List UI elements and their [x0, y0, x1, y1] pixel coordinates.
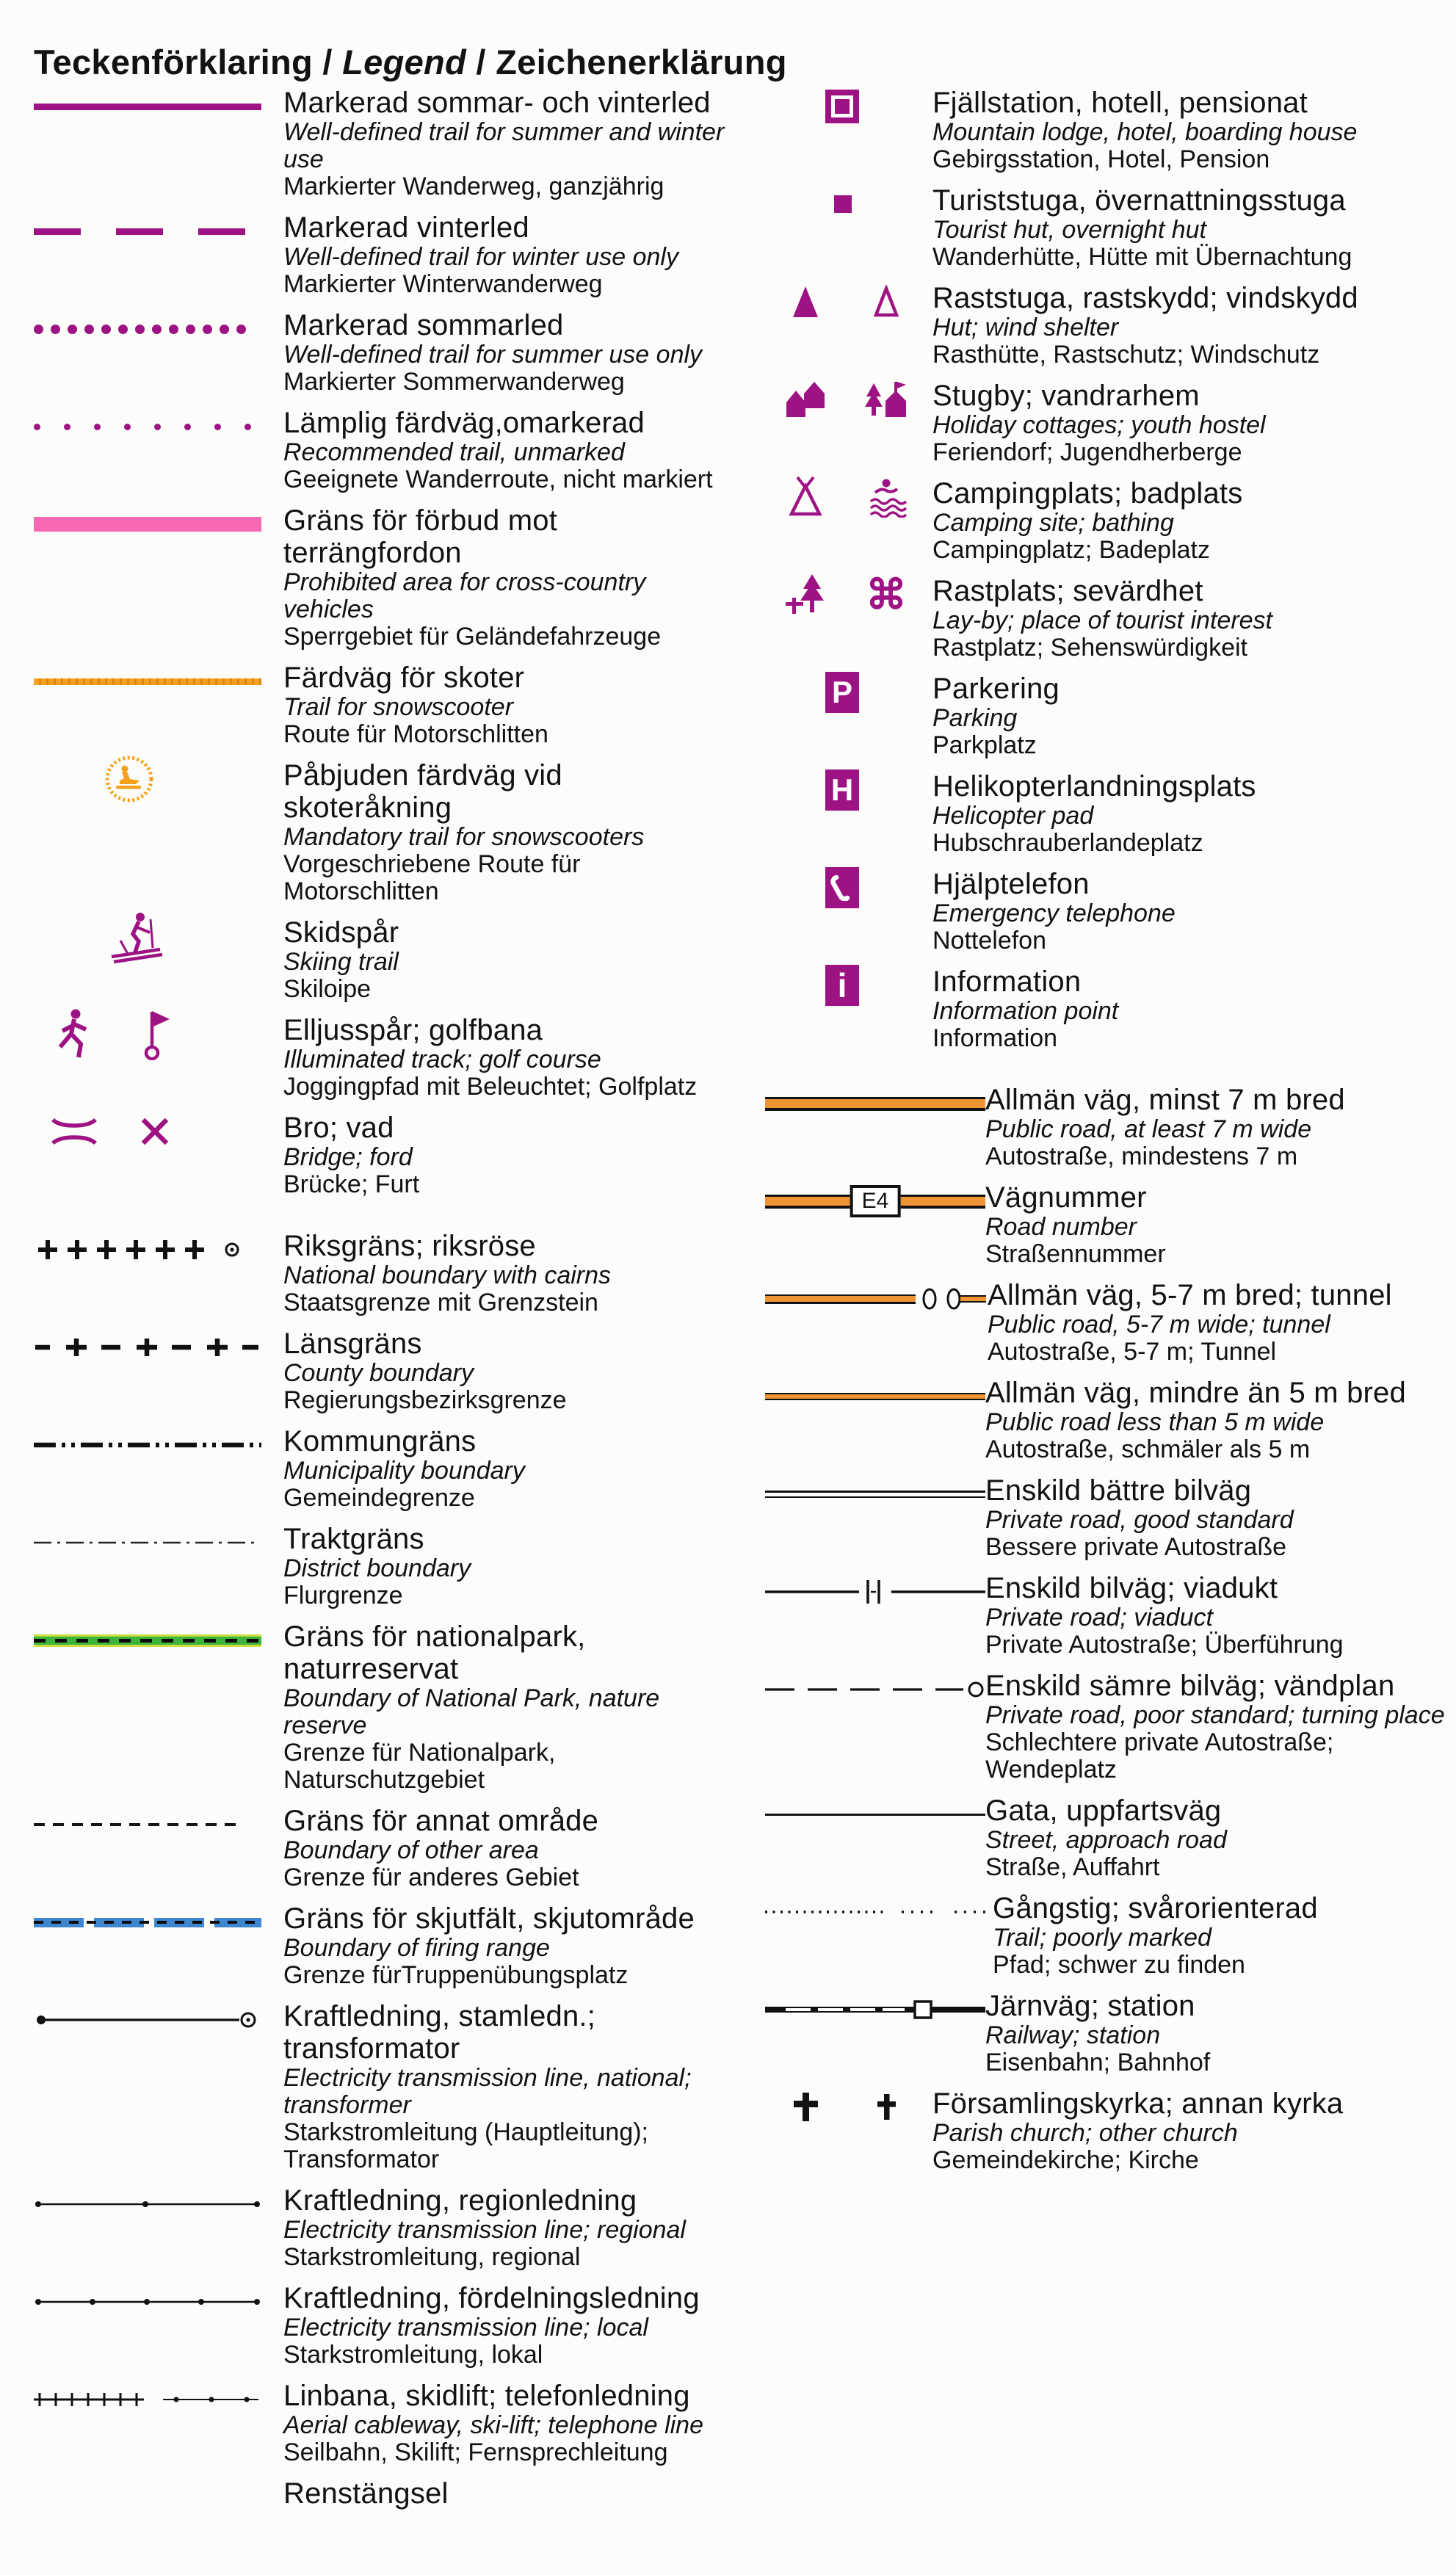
label-swedish: Allmän väg, 5-7 m bred; tunnel — [988, 1279, 1392, 1311]
label-swedish: Markerad sommarled — [283, 309, 564, 341]
label-german: Gebirgsstation, Hotel, Pension — [932, 145, 1270, 173]
legend-entry — [985, 1572, 1448, 1659]
label-english: Helicopter pad — [932, 802, 1094, 830]
legend-entry — [283, 1902, 731, 1989]
national-boundary-icon — [34, 1230, 283, 1270]
legend-row — [34, 1014, 731, 1101]
legend-entry — [932, 770, 1448, 857]
legend-entry — [985, 1990, 1448, 2076]
legend-row — [765, 87, 1448, 173]
label-english: Electricity transmission line; local — [283, 2314, 648, 2342]
skier-icon — [34, 916, 283, 956]
label-swedish: Färdväg för skoter — [283, 662, 525, 694]
label-swedish: Markerad vinterled — [283, 211, 529, 244]
label-german: Autostraße, mindestens 7 m — [985, 1142, 1298, 1170]
layby-interest-icon: ⌘ — [765, 575, 932, 615]
legend-entry — [283, 1620, 731, 1794]
label-english: Hut; wind shelter — [932, 314, 1119, 341]
label-german: Schlechtere private Autostraße; Wendeplatz — [985, 1728, 1334, 1783]
street-icon — [765, 1794, 985, 1834]
label-english: Tourist hut, overnight hut — [932, 216, 1206, 244]
label-swedish: Gräns för annat område — [283, 1805, 599, 1837]
label-swedish: Kommungräns — [283, 1425, 477, 1457]
legend-row — [765, 1670, 1448, 1783]
label-german: Pfad; schwer zu finden — [993, 1951, 1245, 1979]
label-swedish: Stugby; vandrarhem — [932, 380, 1200, 412]
label-german: Starkstromleitung, lokal — [283, 2341, 543, 2369]
label-swedish: Information — [932, 966, 1082, 998]
label-english: Electricity transmission line; regional — [283, 2216, 686, 2244]
label-english: Parish church; other church — [932, 2119, 1238, 2147]
legend-entry — [985, 1794, 1448, 1881]
label-german: Sperrgebiet für Geländefahrzeuge — [283, 623, 662, 651]
private-road-viaduct-icon — [765, 1572, 985, 1612]
legend-entry — [283, 1112, 731, 1198]
label-swedish: Turiststuga, övernattningsstuga — [932, 184, 1346, 217]
legend-row — [765, 1572, 1448, 1659]
label-german: Rasthütte, Rastschutz; Windschutz — [932, 341, 1320, 369]
legend-row — [34, 2477, 731, 2564]
label-german: Rastplatz; Sehenswürdigkeit — [932, 634, 1248, 662]
legend-row — [34, 1230, 731, 1317]
label-german: Straße, Auffahrt — [985, 1853, 1160, 1881]
label-german: Staatsgrenze mit Grenzstein — [283, 1289, 598, 1317]
label-swedish: Gräns för förbud mot terrängfordon — [283, 504, 558, 569]
powerline-regional-icon — [34, 2184, 283, 2224]
label-german: Grenze für Nationalpark, Naturschutzgebiet — [283, 1739, 556, 1794]
label-swedish: Riksgräns; riksröse — [283, 1230, 536, 1262]
road-number-icon — [765, 1181, 985, 1221]
legend-entry — [283, 2380, 731, 2466]
label-german: Geeignete Wanderroute, nicht markiert — [283, 466, 713, 493]
legend-entry — [283, 2184, 731, 2271]
snowscooter-line-icon — [34, 662, 283, 701]
label-german: Private Autostraße; Überführung — [985, 1631, 1344, 1659]
legend-row — [765, 1892, 1448, 1979]
label-english: Public road less than 5 m wide — [985, 1408, 1325, 1436]
legend-entry — [993, 1892, 1448, 1979]
label-english: Camping site; bathing — [932, 509, 1174, 537]
trail-dotted-icon — [34, 309, 283, 349]
label-english: Mandatory trail for snowscooters — [283, 823, 645, 851]
label-english: Public road, at least 7 m wide — [985, 1115, 1312, 1143]
label-swedish: Parkering — [932, 673, 1060, 705]
legend-row — [34, 2184, 731, 2271]
legend-entry — [283, 1230, 731, 1317]
legend-row — [765, 1181, 1448, 1268]
label-german: Route für Motorschlitten — [283, 720, 548, 748]
private-road-good-icon — [765, 1474, 985, 1514]
legend-row — [34, 309, 731, 396]
legend-column-right — [765, 87, 1448, 2185]
legend-row — [765, 673, 1448, 759]
legend-entry — [932, 966, 1448, 1052]
legend-row — [765, 2087, 1448, 2174]
label-english: Lay-by; place of tourist interest — [932, 606, 1273, 634]
label-german: Wanderhütte, Hütte mit Übernachtung — [932, 243, 1352, 271]
label-german: Vorgeschriebene Route für Motorschlitten — [283, 850, 581, 905]
label-swedish: Gräns för skjutfält, skjutområde — [283, 1902, 695, 1935]
legend-entry — [283, 2477, 731, 2510]
label-swedish: Campingplats; badplats — [932, 477, 1243, 510]
label-english: Bridge; ford — [283, 1143, 413, 1171]
powerline-national-icon — [34, 2000, 283, 2040]
information-icon: i — [765, 966, 932, 1005]
label-swedish: Enskild bilväg; viadukt — [985, 1572, 1278, 1604]
legend-entry — [985, 1084, 1448, 1170]
label-swedish: Linbana, skidlift; telefonledning — [283, 2380, 690, 2412]
label-swedish: Kraftledning, fördelningsledning — [283, 2282, 700, 2314]
legend-entry — [283, 309, 731, 396]
trail-dashed-icon — [34, 211, 283, 251]
legend-row — [765, 1084, 1448, 1170]
label-german: Eisenbahn; Bahnhof — [985, 2049, 1211, 2076]
legend-row — [765, 571, 1448, 662]
label-swedish: Rastplats; sevärdhet — [932, 575, 1203, 607]
label-german: Markierter Winterwanderweg — [283, 270, 603, 298]
label-german: Information — [932, 1024, 1058, 1052]
label-german: Campingplatz; Badeplatz — [932, 536, 1211, 564]
label-english: Well-defined trail for winter use only — [283, 243, 678, 271]
label-english: Boundary of National Park, nature reserve — [283, 1684, 660, 1739]
runner-golf-icon — [34, 1014, 283, 1054]
legend-row — [765, 184, 1448, 271]
label-swedish: Kraftledning, stamledn.; transformator — [283, 2000, 596, 2065]
label-german: Gemeindegrenze — [283, 1484, 475, 1512]
label-english: Holiday cottages; youth hostel — [932, 411, 1266, 439]
legend-row — [34, 1523, 731, 1609]
helipad-icon: H — [765, 770, 932, 810]
legend-row — [34, 1112, 731, 1198]
label-english: Private road; viaduct — [985, 1604, 1213, 1631]
label-german: Skiloipe — [283, 975, 372, 1003]
label-swedish: Järnväg; station — [985, 1990, 1195, 2022]
legend-row — [34, 1620, 731, 1794]
snowscooter-circle-icon — [34, 759, 283, 799]
legend-entry — [283, 407, 731, 493]
label-english: District boundary — [283, 1554, 471, 1582]
label-swedish: Lämplig färdväg,omarkerad — [283, 407, 645, 439]
label-german: Hubschrauberlandeplatz — [932, 829, 1203, 857]
legend-row — [765, 770, 1448, 857]
legend-entry — [283, 1805, 731, 1891]
bridge-ford-icon — [34, 1112, 283, 1151]
label-german: Autostraße, 5-7 m; Tunnel — [988, 1338, 1277, 1366]
label-english: Private road, poor standard; turning place — [985, 1701, 1445, 1729]
legend-row — [34, 87, 731, 200]
label-english: Prohibited area for cross-country vehicles — [283, 568, 646, 623]
label-english: County boundary — [283, 1359, 474, 1387]
label-german: Gemeindekirche; Kirche — [932, 2146, 1199, 2174]
label-german: Regierungsbezirksgrenze — [283, 1386, 567, 1414]
label-swedish: Markerad sommar- och vinterled — [283, 87, 711, 119]
legend-row — [765, 1279, 1448, 1366]
legend-entry — [283, 2000, 731, 2173]
legend-row — [34, 2282, 731, 2369]
vehicle-ban-band-icon — [34, 504, 283, 544]
nationalpark-boundary-icon — [34, 1620, 283, 1660]
label-english: Trail for snowscooter — [283, 693, 514, 721]
label-german: Markierter Wanderweg, ganzjährig — [283, 173, 664, 200]
legend-entry — [932, 184, 1448, 271]
legend-entry — [932, 868, 1448, 955]
cableway-telephone-icon — [34, 2380, 283, 2419]
label-german: Starkstromleitung (Hauptleitung); Transformator — [283, 2118, 649, 2173]
legend-entry — [932, 282, 1448, 369]
legend-row — [765, 477, 1448, 564]
legend-entry — [932, 477, 1448, 564]
powerline-local-icon — [34, 2282, 283, 2322]
label-swedish: Gräns för nationalpark, naturreservat — [283, 1620, 586, 1685]
cottages-hostel-icon — [765, 380, 932, 419]
label-swedish: Enskild bättre bilväg — [985, 1474, 1252, 1507]
label-swedish: Renstängsel — [283, 2477, 449, 2510]
legend-entry — [932, 575, 1448, 662]
label-german: Straßennummer — [985, 1240, 1166, 1268]
legend-row — [34, 2380, 731, 2466]
label-english: National boundary with cairns — [283, 1261, 612, 1289]
legend-entry — [985, 1670, 1448, 1783]
label-swedish: Gångstig; svårorienterad — [993, 1892, 1318, 1924]
label-swedish: Elljusspår; golfbana — [283, 1014, 543, 1046]
label-english: Public road, 5-7 m wide; tunnel — [988, 1311, 1330, 1339]
label-english: Parking — [932, 704, 1018, 732]
label-english: Road number — [985, 1213, 1137, 1241]
legend-entry — [283, 87, 731, 200]
label-english: Boundary of firing range — [283, 1934, 550, 1962]
mountain-lodge-icon — [765, 87, 932, 126]
legend-entry — [932, 87, 1448, 173]
label-english: Railway; station — [985, 2021, 1161, 2049]
label-swedish: Gata, uppfartsväg — [985, 1794, 1222, 1827]
label-swedish: Vägnummer — [985, 1181, 1147, 1214]
legend-row — [765, 1377, 1448, 1463]
legend-row — [765, 966, 1448, 1052]
legend-row — [765, 282, 1448, 369]
legend-entry — [283, 759, 731, 905]
label-german: Parkplatz — [932, 731, 1037, 759]
label-english: Skiing trail — [283, 948, 399, 976]
parking-icon: P — [765, 673, 932, 712]
private-road-poor-icon — [765, 1670, 985, 1709]
footpath-icon — [765, 1892, 993, 1932]
label-english: Boundary of other area — [283, 1836, 539, 1864]
road-narrow-icon — [765, 1377, 985, 1416]
label-german: Bessere private Autostraße — [985, 1533, 1287, 1561]
label-swedish: Allmän väg, mindre än 5 m bred — [985, 1377, 1406, 1409]
legend-entry — [283, 916, 731, 1003]
road-wide-icon — [765, 1084, 985, 1123]
legend-row — [34, 662, 731, 748]
label-english: Well-defined trail for summer and winter use — [283, 118, 725, 173]
legend-entry — [932, 673, 1448, 759]
firing-range-boundary-icon — [34, 1902, 283, 1942]
legend-entry — [283, 1328, 731, 1414]
label-swedish: Helikopterlandningsplats — [932, 770, 1256, 803]
label-english: Aerial cableway, ski-lift; telephone line — [283, 2411, 703, 2439]
trail-solid-icon — [34, 87, 283, 126]
legend-entry — [283, 504, 731, 651]
legend-entry — [985, 1377, 1448, 1463]
legend-row — [765, 1794, 1448, 1881]
municipality-boundary-icon — [34, 1425, 283, 1465]
reindeer-fence-icon — [34, 2477, 283, 2517]
legend-row — [34, 1328, 731, 1414]
legend-row — [34, 504, 731, 651]
road-medium-tunnel-icon — [765, 1279, 988, 1319]
label-swedish: Enskild sämre bilväg; vändplan — [985, 1670, 1395, 1702]
legend-entry — [283, 2282, 731, 2369]
other-area-boundary-icon — [34, 1805, 283, 1844]
label-swedish: Länsgräns — [283, 1328, 422, 1360]
legend-row — [34, 2000, 731, 2173]
legend-entry — [283, 1014, 731, 1101]
legend-entry — [988, 1279, 1448, 1366]
legend-entry — [985, 1474, 1448, 1561]
legend-row — [34, 1902, 731, 1989]
hut-windshelter-icon — [765, 282, 932, 322]
label-english: Recommended trail, unmarked — [283, 438, 625, 466]
label-swedish: Fjällstation, hotell, pensionat — [932, 87, 1308, 119]
legend-entry — [283, 1523, 731, 1609]
label-english: Information point — [932, 997, 1119, 1025]
legend-row — [765, 868, 1448, 955]
emergency-phone-icon — [765, 868, 932, 908]
legend-row — [34, 759, 731, 905]
legend-row — [34, 407, 731, 493]
county-boundary-icon — [34, 1328, 283, 1367]
label-german: Joggingpfad mit Beleuchtet; Golfplatz — [283, 1073, 698, 1101]
district-boundary-icon — [34, 1523, 283, 1562]
label-english: Municipality boundary — [283, 1457, 525, 1485]
railway-station-icon — [765, 1990, 985, 2029]
legend-row — [34, 1805, 731, 1891]
label-swedish: Traktgräns — [283, 1523, 424, 1555]
label-german: Grenze für anderes Gebiet — [283, 1864, 579, 1891]
legend-row — [765, 380, 1448, 466]
label-german: Flurgrenze — [283, 1582, 403, 1609]
label-swedish: Påbjuden färdväg vid skoteråkning — [283, 759, 562, 824]
legend-entry — [932, 2087, 1448, 2174]
label-english: Mountain lodge, hotel, boarding house — [932, 118, 1358, 146]
tourist-hut-icon — [765, 184, 932, 224]
label-english: Street, approach road — [985, 1826, 1227, 1854]
legend-row — [765, 1990, 1448, 2076]
label-german: Grenze fürTruppenübungsplatz — [283, 1961, 629, 1989]
label-english: Electricity transmission line, national; transformer — [283, 2064, 692, 2119]
label-swedish: Allmän väg, minst 7 m bred — [985, 1084, 1345, 1116]
label-english: Well-defined trail for summer use only — [283, 341, 703, 369]
road-number-label: E4 — [850, 1185, 901, 1217]
legend-title: Teckenförklaring / Legend / Zeichenerklärung — [34, 43, 787, 82]
legend-entry — [283, 1425, 731, 1512]
label-german: Feriendorf; Jugendherberge — [932, 438, 1242, 466]
legend-entry — [932, 380, 1448, 466]
legend-column-left — [34, 87, 731, 2575]
label-swedish: Skidspår — [283, 916, 399, 949]
label-german: Autostraße, schmäler als 5 m — [985, 1435, 1311, 1463]
label-german: Markierter Sommerwanderweg — [283, 368, 625, 396]
label-english: Private road, good standard — [985, 1506, 1294, 1534]
label-english: Illuminated track; golf course — [283, 1046, 601, 1073]
legend-row — [34, 916, 731, 1003]
legend-row — [34, 1425, 731, 1512]
label-german: Seilbahn, Skilift; Fernsprechleitung — [283, 2438, 668, 2466]
legend-entry — [283, 662, 731, 748]
legend-row — [34, 211, 731, 298]
label-swedish: Raststuga, rastskydd; vindskydd — [932, 282, 1358, 314]
label-german: Brücke; Furt — [283, 1170, 420, 1198]
label-german: Starkstromleitung, regional — [283, 2243, 581, 2271]
legend-entry — [985, 1181, 1448, 1268]
label-swedish: Hjälptelefon — [932, 868, 1090, 900]
churches-icon — [765, 2087, 932, 2127]
label-swedish: Bro; vad — [283, 1112, 394, 1144]
label-swedish: Församlingskyrka; annan kyrka — [932, 2087, 1344, 2120]
label-german: Nottelefon — [932, 927, 1046, 955]
legend-entry — [283, 211, 731, 298]
label-swedish: Kraftledning, regionledning — [283, 2184, 637, 2217]
label-english: Emergency telephone — [932, 899, 1176, 927]
legend-row — [765, 1474, 1448, 1561]
trail-recommended-icon — [34, 407, 283, 446]
camping-bathing-icon — [765, 477, 932, 517]
label-english: Trail; poorly marked — [993, 1924, 1211, 1952]
